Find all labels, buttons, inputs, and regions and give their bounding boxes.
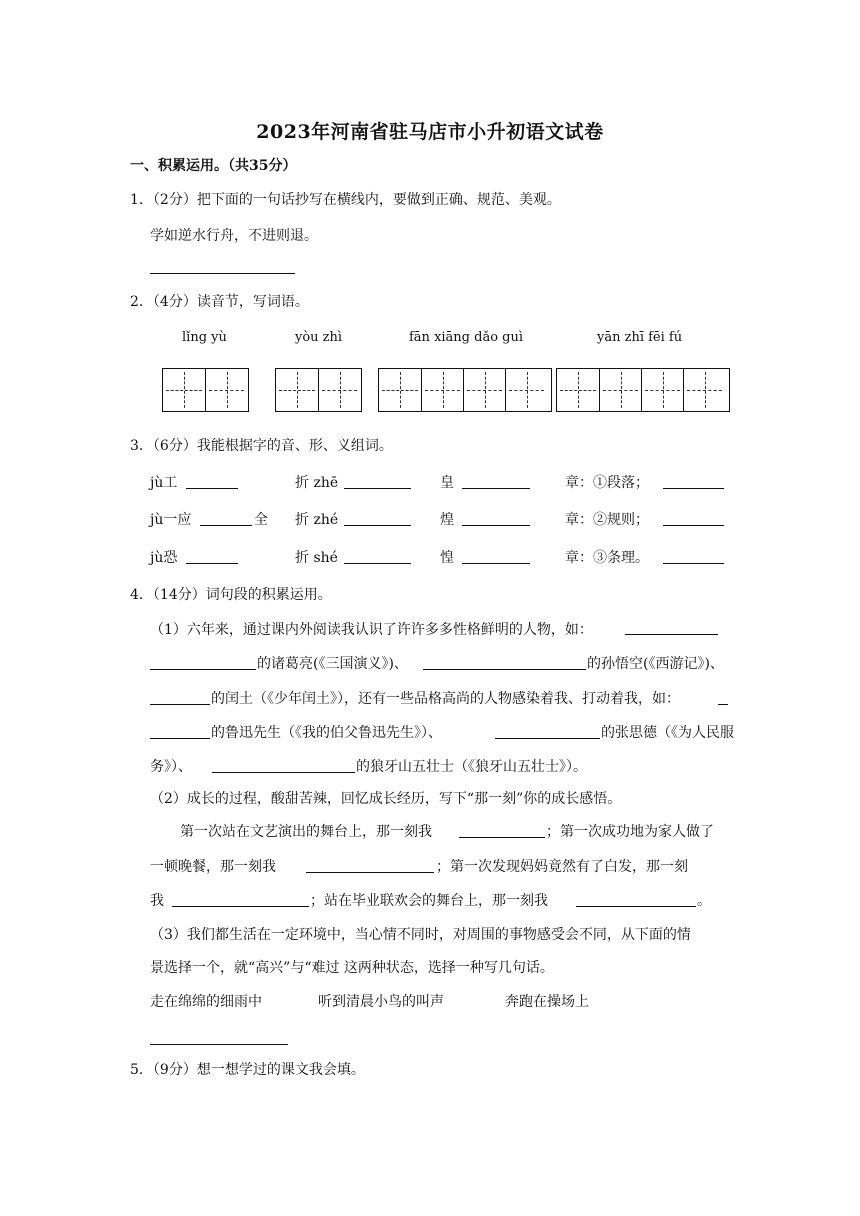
q4-p1-line1: （1）六年来，通过课内外阅读我认识了许许多多性格鲜明的人物，如：	[150, 622, 593, 638]
answer-line[interactable]	[344, 488, 411, 489]
answer-line[interactable]	[344, 563, 411, 564]
answer-line[interactable]	[186, 563, 238, 564]
question-1-stem: 1．（2分）把下面的一句话抄写在横线内，要做到正确、规范、美观。	[130, 192, 561, 208]
q3-row2-col4: 章：②规则；	[565, 512, 649, 528]
answer-line[interactable]	[212, 772, 355, 773]
answer-line[interactable]	[200, 525, 252, 526]
q4-p2-line3b: ；站在毕业联欢会的舞台上，那一刻我	[310, 893, 548, 909]
scene-option-2: 听到清晨小鸟的叫声	[318, 994, 444, 1010]
q4-p2-line1a: 第一次站在文艺演出的舞台上，那一刻我	[180, 824, 432, 840]
answer-line[interactable]	[423, 669, 586, 670]
q4-p1-line4a: 的鲁迅先生（《我的伯父鲁迅先生》）、	[211, 725, 442, 741]
question-3-stem: 3．（6分）我能根据字的音、形、义组词。	[130, 438, 393, 454]
q4-p2-line1b: ；第一次成功地为家人做了	[546, 824, 714, 840]
q3-row1-col3: 皇	[440, 475, 454, 491]
q4-p1-line4b: 的张思德（《为人民服	[601, 725, 734, 741]
scene-option-3: 奔跑在操场上	[505, 994, 589, 1010]
answer-line[interactable]	[172, 906, 309, 907]
q3-row1-col1: jù工	[150, 475, 178, 491]
answer-line[interactable]	[150, 669, 256, 670]
pinyin-3: fān xiāng dǎo guì	[409, 330, 524, 345]
question-1-sentence: 学如逆水行舟，不进则退。	[150, 228, 318, 244]
q3-row1-col2: 折 zhē	[295, 475, 339, 491]
section-heading: 一、积累运用。（共35分）	[130, 158, 297, 174]
answer-line[interactable]	[576, 906, 696, 907]
q4-p3-line1: （3）我们都生活在一定环境中，当心情不同时，对周围的事物感受会不同，从下面的情	[150, 927, 691, 943]
answer-line[interactable]	[150, 1044, 288, 1045]
tianzi-cell[interactable]	[205, 369, 247, 411]
question-2-stem: 2．（4分）读音节，写词语。	[130, 294, 309, 310]
tianzi-cell[interactable]	[599, 369, 641, 411]
q3-row1-col4: 章：①段落；	[565, 475, 649, 491]
tianzi-cell[interactable]	[557, 369, 599, 411]
q3-row2-col1-tail: 全	[254, 512, 268, 528]
q4-p2-line3c: 。	[697, 893, 711, 909]
answer-line[interactable]	[459, 837, 545, 838]
tianzi-cell[interactable]	[276, 369, 318, 411]
q4-p1-line5b: 的狼牙山五壮士（《狼牙山五壮士》）。	[356, 759, 587, 775]
answer-line[interactable]	[462, 488, 530, 489]
tianzi-cell[interactable]	[683, 369, 725, 411]
tianzi-cell[interactable]	[463, 369, 505, 411]
answer-line[interactable]	[663, 525, 724, 526]
tianzi-cell[interactable]	[421, 369, 463, 411]
answer-line[interactable]	[186, 488, 238, 489]
answer-line[interactable]	[462, 563, 530, 564]
answer-line[interactable]	[344, 525, 411, 526]
q4-p1-line2a: 的诸葛亮(《三国演义》)、	[257, 656, 408, 672]
q4-p1-line2b: 的孙悟空(《西游记》)、	[587, 656, 724, 672]
q3-row2-col3: 煌	[440, 512, 454, 528]
pinyin-2: yòu zhì	[295, 330, 343, 345]
q3-row3-col1: jù恐	[150, 550, 178, 566]
answer-line[interactable]	[663, 563, 724, 564]
q3-row3-col2: 折 shé	[295, 550, 338, 566]
answer-line[interactable]	[306, 872, 434, 873]
pinyin-1: lǐng yù	[182, 330, 227, 345]
writing-grid-3[interactable]	[378, 368, 552, 412]
scene-option-1: 走在绵绵的细雨中	[150, 994, 262, 1010]
answer-line[interactable]	[495, 738, 600, 739]
writing-grid-4[interactable]	[556, 368, 730, 412]
q4-p1-line5a: 务》）、	[150, 759, 192, 775]
q3-row2-col2: 折 zhé	[295, 512, 339, 528]
answer-line[interactable]	[150, 704, 210, 705]
q3-row2-col1: jù一应	[150, 512, 192, 528]
answer-line[interactable]	[718, 704, 728, 705]
pinyin-4: yān zhī fēi fú	[597, 330, 683, 345]
tianzi-cell[interactable]	[641, 369, 683, 411]
question-4-stem: 4．（14分）词句段的积累运用。	[130, 587, 332, 603]
tianzi-cell[interactable]	[379, 369, 421, 411]
q4-p2-line3a: 我	[150, 893, 164, 909]
answer-line[interactable]	[625, 634, 718, 635]
answer-line[interactable]	[462, 525, 530, 526]
q3-row3-col3: 惶	[440, 550, 454, 566]
answer-line[interactable]	[150, 273, 295, 274]
answer-line[interactable]	[150, 738, 210, 739]
q3-row3-col4: 章：③条理。	[565, 550, 649, 566]
writing-grid-1[interactable]	[162, 368, 249, 412]
q4-p2-line2a: 一顿晚餐，那一刻我	[150, 859, 276, 875]
question-5-stem: 5．（9分）想一想学过的课文我会填。	[130, 1062, 365, 1078]
q4-p2-line2b: ；第一次发现妈妈竟然有了白发，那一刻	[436, 859, 688, 875]
q4-p1-line3: 的闰土（《少年闰土》），还有一些品格高尚的人物感染着我、打动着我，如：	[211, 691, 680, 707]
q4-p3-line2: 景选择一个，就“高兴”与“难过 这两种状态，选择一种写几句话。	[150, 960, 554, 976]
q4-p2-intro: （2）成长的过程，酸甜苦辣，回忆成长经历，写下“那一刻”你的成长感悟。	[150, 791, 622, 807]
tianzi-cell[interactable]	[505, 369, 547, 411]
writing-grid-2[interactable]	[275, 368, 362, 412]
tianzi-cell[interactable]	[163, 369, 205, 411]
answer-line[interactable]	[663, 488, 724, 489]
page-title: 2023年河南省驻马店市小升初语文试卷	[256, 121, 604, 143]
tianzi-cell[interactable]	[318, 369, 360, 411]
